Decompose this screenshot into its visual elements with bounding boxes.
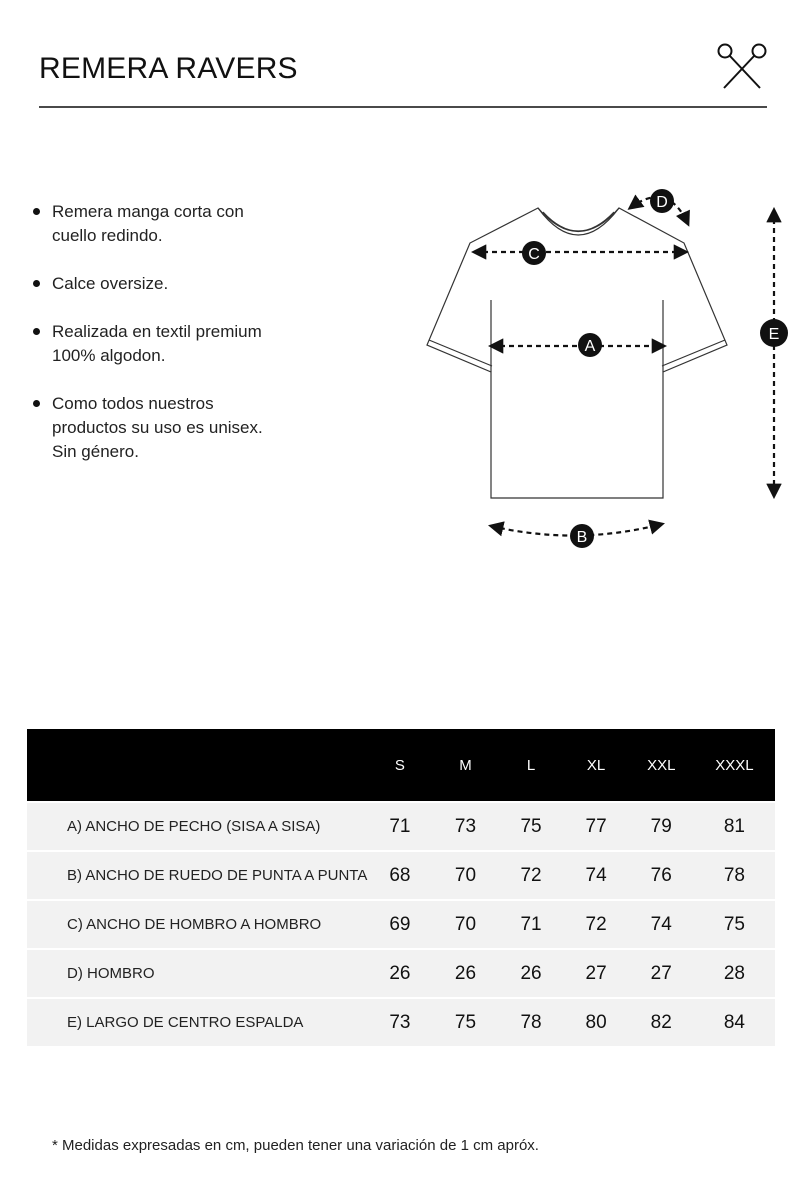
table-cell: 74 [629, 901, 694, 948]
table-cell: 68 [367, 852, 432, 899]
table-cell: 71 [367, 803, 432, 850]
table-cell: 75 [432, 999, 498, 1046]
table-cell: 70 [432, 901, 498, 948]
table-cell: 71 [498, 901, 563, 948]
feature-item: Remera manga corta con cuello redindo. [30, 200, 244, 248]
marker-e [760, 319, 788, 347]
table-cell: 74 [564, 852, 629, 899]
size-header-row [27, 729, 775, 801]
table-cell: 78 [498, 999, 563, 1046]
table-cell: 80 [564, 999, 629, 1046]
table-cell: 84 [694, 999, 775, 1046]
table-cell: 79 [629, 803, 694, 850]
table-cell: 73 [432, 803, 498, 850]
marker-e-label: E [768, 326, 780, 343]
size-table [27, 727, 775, 1048]
marker-c-label: C [528, 246, 540, 263]
size-header-cell: M [432, 729, 498, 801]
table-cell: 26 [432, 950, 498, 997]
table-row [27, 803, 775, 850]
table-row [27, 999, 775, 1046]
size-header-cell: XXL [629, 729, 694, 801]
table-cell: 81 [694, 803, 775, 850]
table-cell: 72 [498, 852, 563, 899]
size-header-cell: XL [564, 729, 629, 801]
table-cell: 73 [367, 999, 432, 1046]
table-cell: 75 [498, 803, 563, 850]
marker-a-label: A [584, 338, 596, 355]
table-row [27, 901, 775, 948]
table-cell: 27 [629, 950, 694, 997]
table-cell: 72 [564, 901, 629, 948]
table-cell: 26 [498, 950, 563, 997]
marker-c [522, 241, 546, 265]
tshirt-diagram [400, 170, 800, 570]
header-divider [39, 106, 767, 108]
feature-item: Realizada en textil premium 100% algodon. [30, 320, 262, 368]
page-title: REMERA RAVERS [39, 52, 298, 85]
header-blank [27, 729, 367, 801]
row-label: E) LARGO DE CENTRO ESPALDA [27, 999, 367, 1046]
feature-item: Calce oversize. [30, 272, 168, 296]
table-cell: 82 [629, 999, 694, 1046]
table-cell: 70 [432, 852, 498, 899]
scissors-icon [716, 42, 768, 90]
row-label: B) ANCHO DE RUEDO DE PUNTA A PUNTA [27, 852, 367, 899]
marker-b [570, 524, 594, 548]
table-cell: 75 [694, 901, 775, 948]
table-cell: 76 [629, 852, 694, 899]
table-cell: 26 [367, 950, 432, 997]
marker-d [650, 189, 674, 213]
table-cell: 27 [564, 950, 629, 997]
row-label: D) HOMBRO [27, 950, 367, 997]
size-header-cell: L [498, 729, 563, 801]
marker-a [578, 333, 602, 357]
row-label: C) ANCHO DE HOMBRO A HOMBRO [27, 901, 367, 948]
feature-item: Como todos nuestros productos su uso es unisex. Sin género. [30, 392, 263, 464]
table-row [27, 852, 775, 899]
size-header-cell: S [367, 729, 432, 801]
table-cell: 78 [694, 852, 775, 899]
table-cell: 77 [564, 803, 629, 850]
size-header-cell: XXXL [694, 729, 775, 801]
marker-b-label: B [576, 529, 588, 546]
table-cell: 69 [367, 901, 432, 948]
measurement-footnote: * Medidas expresadas en cm, pueden tener una variación de 1 cm apróx. [52, 1137, 539, 1154]
table-cell: 28 [694, 950, 775, 997]
row-label: A) ANCHO DE PECHO (SISA A SISA) [27, 803, 367, 850]
marker-d-label: D [656, 194, 668, 211]
table-row [27, 950, 775, 997]
